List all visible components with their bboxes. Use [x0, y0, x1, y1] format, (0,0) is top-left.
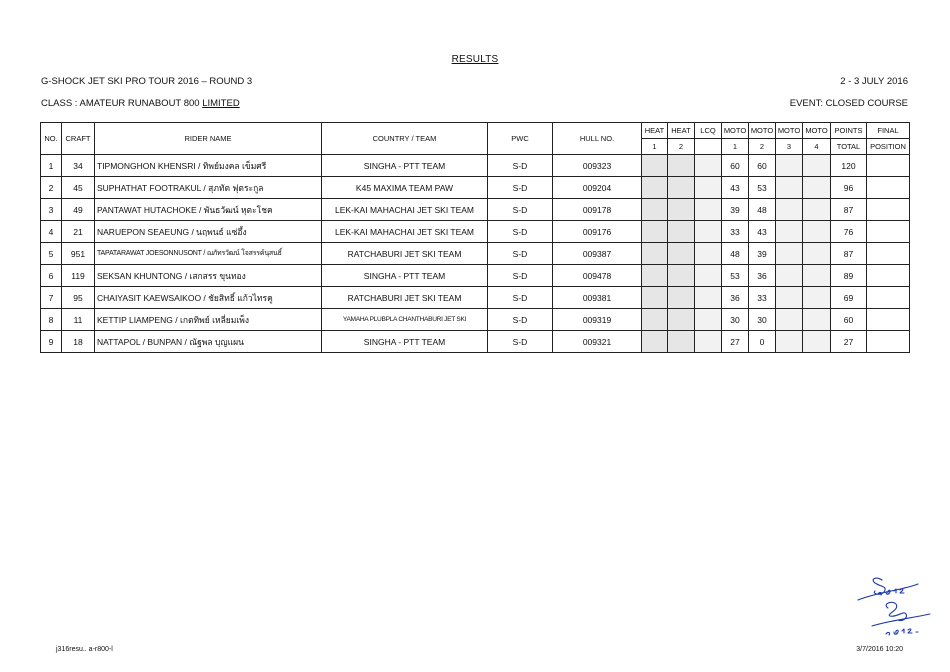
cell-hull: 009319 — [553, 309, 642, 331]
cell-team: LEK-KAI MAHACHAI JET SKI TEAM — [322, 199, 488, 221]
cell-pwc: S-D — [488, 199, 553, 221]
cell-rider: TIPMONGHON KHENSRI / ทิพย์มงคล เข็มศรี — [95, 155, 322, 177]
col-subheader-heat1: 1 — [642, 139, 668, 155]
cell-craft: 951 — [62, 243, 95, 265]
cell-pwc: S-D — [488, 221, 553, 243]
cell-pwc: S-D — [488, 309, 553, 331]
cell-team: SINGHA - PTT TEAM — [322, 155, 488, 177]
cell-lcq — [695, 331, 722, 353]
cell-lcq — [695, 287, 722, 309]
cell-final — [867, 177, 910, 199]
header-row — [41, 123, 910, 139]
cell-total: 69 — [831, 287, 867, 309]
cell-total: 120 — [831, 155, 867, 177]
cell-moto3 — [776, 309, 803, 331]
cell-moto1: 60 — [722, 155, 749, 177]
cell-moto2: 36 — [749, 265, 776, 287]
cell-moto1: 27 — [722, 331, 749, 353]
cell-heat2 — [668, 221, 695, 243]
table-row — [41, 221, 910, 243]
cell-pwc: S-D — [488, 243, 553, 265]
col-subheader-points: TOTAL — [831, 139, 867, 155]
cell-hull: 009387 — [553, 243, 642, 265]
table-row — [41, 265, 910, 287]
cell-team: RATCHABURI JET SKI TEAM — [322, 287, 488, 309]
col-header-points: POINTS — [831, 123, 867, 139]
cell-lcq — [695, 155, 722, 177]
table-row — [41, 309, 910, 331]
cell-no: 1 — [41, 155, 62, 177]
cell-total: 60 — [831, 309, 867, 331]
cell-total: 27 — [831, 331, 867, 353]
cell-heat1 — [642, 243, 668, 265]
cell-moto1: 39 — [722, 199, 749, 221]
cell-hull: 009321 — [553, 331, 642, 353]
cell-total: 89 — [831, 265, 867, 287]
cell-no: 5 — [41, 243, 62, 265]
cell-moto3 — [776, 155, 803, 177]
col-header-moto3: MOTO — [776, 123, 803, 139]
signature-stroke-1 — [873, 578, 885, 594]
cell-pwc: S-D — [488, 177, 553, 199]
cell-heat1 — [642, 199, 668, 221]
cell-final — [867, 265, 910, 287]
col-subheader-moto2: 2 — [749, 139, 776, 155]
event-name: G-SHOCK JET SKI PRO TOUR 2016 – ROUND 3 — [41, 76, 253, 87]
cell-moto4 — [803, 331, 831, 353]
cell-craft: 45 — [62, 177, 95, 199]
table-row — [41, 199, 910, 221]
cell-final — [867, 331, 910, 353]
cell-heat2 — [668, 177, 695, 199]
cell-craft: 49 — [62, 199, 95, 221]
col-header-final: FINAL — [867, 123, 910, 139]
cell-craft: 21 — [62, 221, 95, 243]
signature-date-1 — [878, 589, 904, 595]
cell-total: 76 — [831, 221, 867, 243]
cell-rider: CHAIYASIT KAEWSAIKOO / ชัยสิทธิ์ แก้วไทรคู — [95, 287, 322, 309]
cell-moto1: 36 — [722, 287, 749, 309]
col-header-moto2: MOTO — [749, 123, 776, 139]
cell-craft: 11 — [62, 309, 95, 331]
cell-heat1 — [642, 287, 668, 309]
cell-lcq — [695, 221, 722, 243]
cell-no: 7 — [41, 287, 62, 309]
signature-stroke-3 — [886, 602, 906, 620]
cell-moto4 — [803, 287, 831, 309]
cell-lcq — [695, 177, 722, 199]
cell-heat2 — [668, 199, 695, 221]
col-subheader-final: POSITION — [867, 139, 910, 155]
col-subheader-lcq — [695, 139, 722, 155]
table-row — [41, 331, 910, 353]
col-subheader-moto1: 1 — [722, 139, 749, 155]
cell-moto3 — [776, 265, 803, 287]
cell-craft: 34 — [62, 155, 95, 177]
col-subheader-moto4: 4 — [803, 139, 831, 155]
cell-rider: SUPHATHAT FOOTRAKUL / สุภทัต ฟุตระกูล — [95, 177, 322, 199]
cell-pwc: S-D — [488, 155, 553, 177]
cell-lcq — [695, 265, 722, 287]
cell-heat2 — [668, 265, 695, 287]
cell-craft: 18 — [62, 331, 95, 353]
cell-moto2: 30 — [749, 309, 776, 331]
cell-no: 4 — [41, 221, 62, 243]
cell-total: 87 — [831, 243, 867, 265]
cell-pwc: S-D — [488, 331, 553, 353]
cell-heat1 — [642, 331, 668, 353]
cell-team: SINGHA - PTT TEAM — [322, 265, 488, 287]
cell-heat1 — [642, 155, 668, 177]
cell-hull: 009204 — [553, 177, 642, 199]
cell-final — [867, 287, 910, 309]
col-header-rider: RIDER NAME — [95, 123, 322, 155]
col-header-moto4: MOTO — [803, 123, 831, 139]
cell-moto4 — [803, 155, 831, 177]
cell-moto3 — [776, 243, 803, 265]
cell-lcq — [695, 199, 722, 221]
col-header-hull: HULL NO. — [553, 123, 642, 155]
cell-heat1 — [642, 177, 668, 199]
cell-moto3 — [776, 221, 803, 243]
cell-team: LEK-KAI MAHACHAI JET SKI TEAM — [322, 221, 488, 243]
cell-final — [867, 309, 910, 331]
cell-team: K45 MAXIMA TEAM PAW — [322, 177, 488, 199]
class-limited: LIMITED — [202, 98, 240, 109]
cell-heat2 — [668, 309, 695, 331]
signature-stroke-4 — [872, 614, 930, 626]
table-row — [41, 155, 910, 177]
cell-pwc: S-D — [488, 287, 553, 309]
cell-lcq — [695, 309, 722, 331]
cell-craft: 119 — [62, 265, 95, 287]
cell-total: 96 — [831, 177, 867, 199]
cell-craft: 95 — [62, 287, 95, 309]
event-type: EVENT: CLOSED COURSE — [789, 98, 908, 109]
cell-heat2 — [668, 243, 695, 265]
signature-date-2 — [886, 629, 918, 635]
cell-moto4 — [803, 177, 831, 199]
footer-timestamp: 3/7/2016 10:20 — [856, 646, 903, 653]
cell-moto3 — [776, 199, 803, 221]
cell-heat2 — [668, 155, 695, 177]
table-row — [41, 287, 910, 309]
cell-rider: NATTAPOL / BUNPAN / ณัฐพล บุญแผน — [95, 331, 322, 353]
col-header-moto1: MOTO — [722, 123, 749, 139]
cell-moto2: 48 — [749, 199, 776, 221]
cell-hull: 009381 — [553, 287, 642, 309]
class-prefix: CLASS : AMATEUR RUNABOUT 800 — [41, 98, 203, 109]
cell-no: 9 — [41, 331, 62, 353]
cell-lcq — [695, 243, 722, 265]
cell-final — [867, 155, 910, 177]
cell-moto2: 39 — [749, 243, 776, 265]
cell-rider: PANTAWAT HUTACHOKE / พันธวัฒน์ หุตะโชค — [95, 199, 322, 221]
footer-file-code: j316resu.. a-r800-l — [56, 646, 113, 653]
cell-total: 87 — [831, 199, 867, 221]
cell-final — [867, 199, 910, 221]
cell-hull: 009176 — [553, 221, 642, 243]
col-header-craft: CRAFT — [62, 123, 95, 155]
col-header-heat1: HEAT — [642, 123, 668, 139]
cell-pwc: S-D — [488, 265, 553, 287]
cell-rider: TAPATARAWAT JOESONNUSONT / ฌภัทรวัฒน์ โจสรรค์นุสนธิ์ — [95, 243, 322, 265]
cell-no: 2 — [41, 177, 62, 199]
cell-heat2 — [668, 331, 695, 353]
cell-team: RATCHABURI JET SKI TEAM — [322, 243, 488, 265]
cell-moto1: 53 — [722, 265, 749, 287]
col-header-no: NO. — [41, 123, 62, 155]
cell-hull: 009178 — [553, 199, 642, 221]
event-dates: 2 - 3 JULY 2016 — [840, 76, 908, 87]
cell-moto4 — [803, 221, 831, 243]
col-subheader-moto3: 3 — [776, 139, 803, 155]
col-header-heat2: HEAT — [668, 123, 695, 139]
cell-moto3 — [776, 331, 803, 353]
cell-rider: SEKSAN KHUNTONG / เสกสรร ขุนทอง — [95, 265, 322, 287]
cell-moto1: 43 — [722, 177, 749, 199]
cell-moto3 — [776, 287, 803, 309]
cell-moto2: 33 — [749, 287, 776, 309]
cell-team: YAMAHA PLUBPLA CHANTHABURI JET SKI — [322, 309, 488, 331]
results-title: RESULTS — [451, 54, 499, 65]
cell-hull: 009478 — [553, 265, 642, 287]
cell-moto1: 48 — [722, 243, 749, 265]
cell-rider: KETTIP LIAMPENG / เกตทิพย์ เหลี่ยมเพ็ง — [95, 309, 322, 331]
cell-heat2 — [668, 287, 695, 309]
cell-moto2: 53 — [749, 177, 776, 199]
col-header-lcq: LCQ — [695, 123, 722, 139]
cell-team: SINGHA - PTT TEAM — [322, 331, 488, 353]
results-table — [40, 122, 910, 353]
cell-no: 8 — [41, 309, 62, 331]
cell-heat1 — [642, 265, 668, 287]
class-line — [41, 98, 240, 109]
cell-moto4 — [803, 309, 831, 331]
cell-moto1: 30 — [722, 309, 749, 331]
col-header-pwc: PWC — [488, 123, 553, 155]
cell-heat1 — [642, 309, 668, 331]
cell-rider: NARUEPON SEAEUNG / นฤพนธ์ แซ่อึ้ง — [95, 221, 322, 243]
table-row — [41, 177, 910, 199]
handwritten-signature — [848, 570, 943, 645]
cell-moto4 — [803, 243, 831, 265]
cell-moto2: 0 — [749, 331, 776, 353]
cell-moto4 — [803, 199, 831, 221]
cell-no: 6 — [41, 265, 62, 287]
col-subheader-heat2: 2 — [668, 139, 695, 155]
cell-heat1 — [642, 221, 668, 243]
cell-moto2: 60 — [749, 155, 776, 177]
table-row — [41, 243, 910, 265]
cell-final — [867, 221, 910, 243]
col-header-team: COUNTRY / TEAM — [322, 123, 488, 155]
cell-moto4 — [803, 265, 831, 287]
cell-no: 3 — [41, 199, 62, 221]
cell-final — [867, 243, 910, 265]
cell-hull: 009323 — [553, 155, 642, 177]
cell-moto3 — [776, 177, 803, 199]
cell-moto1: 33 — [722, 221, 749, 243]
cell-moto2: 43 — [749, 221, 776, 243]
